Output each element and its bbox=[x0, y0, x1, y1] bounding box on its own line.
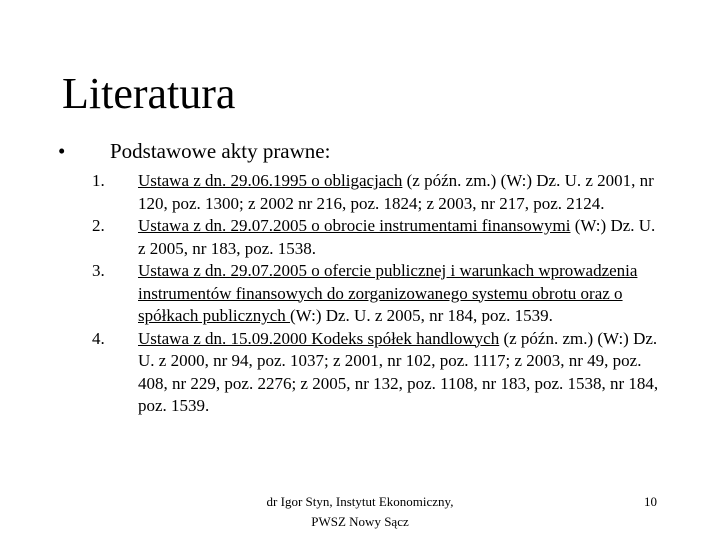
list-item-text bbox=[138, 260, 663, 328]
law-reference: (z późn. zm.) (W:) Dz. U. z 2001, nr 120, poz. 1300; z 2002 nr 216, poz. 1824; z 2003, nr 217, poz. 2124. bbox=[138, 171, 654, 213]
slide-title: Literatura bbox=[62, 69, 236, 118]
list-item-number: 3. bbox=[92, 261, 105, 280]
law-link[interactable]: Ustawa z dn. 29.06.1995 o obligacjach bbox=[138, 171, 403, 190]
list-item-text bbox=[138, 170, 663, 215]
footer-author bbox=[240, 492, 480, 532]
law-reference: (W:) Dz. U. z 2005, nr 183, poz. 1538. bbox=[138, 216, 656, 258]
law-reference: (W:) Dz. U. z 2005, nr 184, poz. 1539. bbox=[290, 306, 553, 325]
legal-acts-list bbox=[92, 170, 672, 418]
list-item-text bbox=[138, 215, 663, 260]
footer-author-line2: PWSZ Nowy Sącz bbox=[311, 514, 409, 529]
law-reference: (z późn. zm.) (W:) Dz. U. z 2000, nr 94, poz. 1037; z 2001, nr 102, poz. 1117; z 2003, nr 49, poz. 408, nr 229, poz. 2276; z 2005, nr 132, poz. 1108, nr 183, poz. 1538, nr 184, poz. 1539. bbox=[138, 328, 659, 415]
list-item-number: 4. bbox=[92, 328, 105, 348]
list-item bbox=[92, 215, 672, 260]
list-item-number: 1. bbox=[92, 171, 105, 190]
law-link[interactable]: Ustawa z dn. 29.07.2005 o ofercie publicznej i warunkach wprowadzenia instrumentów finansowych do zorganizowanego systemu obrotu oraz o spółkach publicznych bbox=[138, 261, 638, 325]
list-item bbox=[92, 170, 672, 215]
list-item bbox=[92, 260, 672, 328]
footer-author-line1: dr Igor Styn, Instytut Ekonomiczny, bbox=[266, 494, 454, 509]
list-item-text bbox=[138, 328, 663, 418]
list-item-number: 2. bbox=[92, 216, 105, 235]
bullet-symbol: • bbox=[58, 139, 66, 163]
law-link[interactable]: Ustawa z dn. 15.09.2000 Kodeks spółek handlowych bbox=[138, 328, 500, 348]
law-link[interactable]: Ustawa z dn. 29.07.2005 o obrocie instrumentami finansowymi bbox=[138, 216, 571, 235]
page-number: 10 bbox=[644, 494, 657, 509]
bullet-heading-text: Podstawowe akty prawne: bbox=[110, 139, 331, 163]
list-item bbox=[92, 328, 672, 418]
